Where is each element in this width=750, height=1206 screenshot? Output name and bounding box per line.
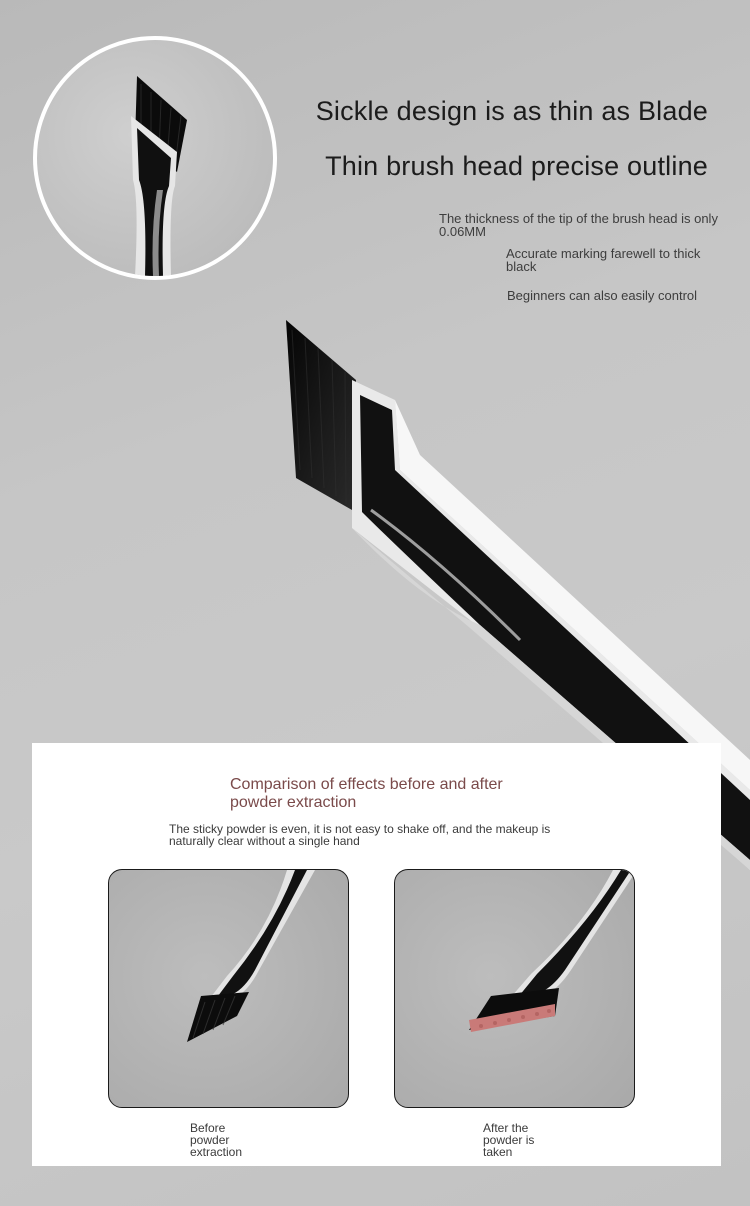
comparison-card <box>32 743 721 1166</box>
brush-before-image <box>109 870 347 1106</box>
after-caption: After the powder is taken <box>483 1121 535 1159</box>
comparison-description: The sticky powder is even, it is not easy to shake off, and the makeup is naturally clear without a single hand <box>169 822 551 848</box>
headline-outline: Thin brush head precise outline <box>325 151 708 181</box>
after-photo <box>394 869 635 1108</box>
zoomed-brush-tip-image <box>37 40 273 276</box>
brush-after-image <box>395 870 633 1106</box>
comparison-title: Comparison of effects before and after powder extraction <box>230 776 503 811</box>
zoom-detail-circle <box>33 36 277 280</box>
note-accurate-marking: Accurate marking farewell to thick black <box>506 246 701 274</box>
before-caption: Before powder extraction <box>190 1121 243 1159</box>
headline-blade: Sickle design is as thin as Blade <box>315 96 708 126</box>
note-beginners: Beginners can also easily control <box>507 288 698 303</box>
note-tip-thickness: The thickness of the tip of the brush head is only 0.06MM <box>439 211 718 239</box>
before-photo <box>108 869 349 1108</box>
